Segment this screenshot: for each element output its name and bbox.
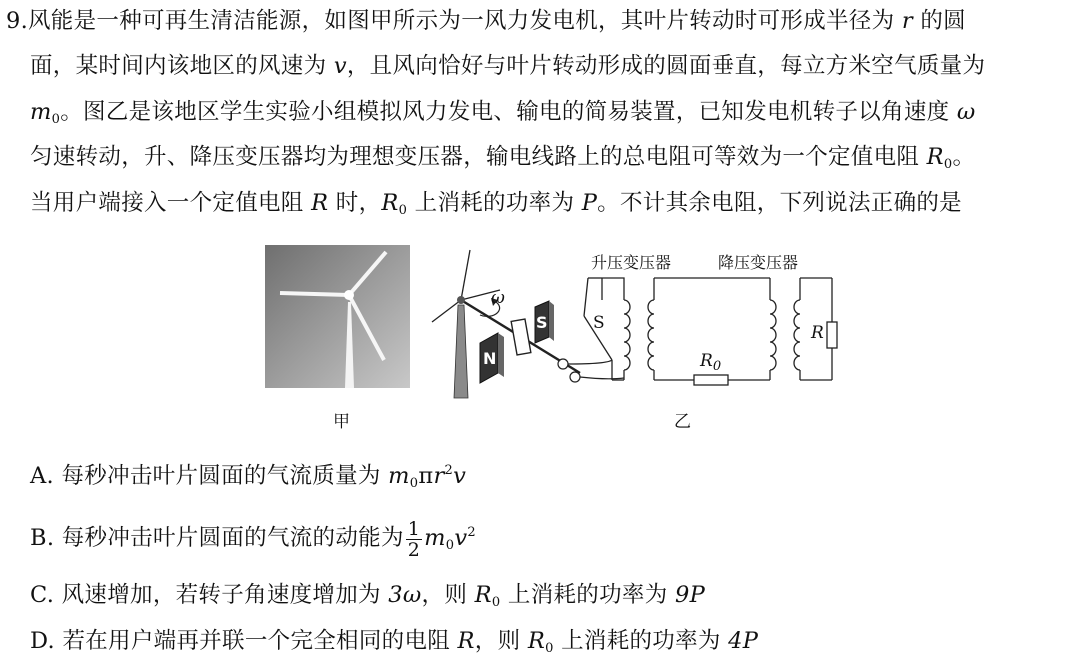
option-label: D. [30, 628, 55, 654]
label-yi: 乙 [674, 412, 691, 432]
stem-text: 匀速转动，升、降压变压器均为理想变压器，输电线路上的总电阻可等效为一个定值电阻 [30, 144, 920, 170]
label-r0: $R_0$ [700, 351, 722, 374]
question-figure [262, 240, 842, 434]
stem-text: 。 [952, 144, 976, 170]
stem-text: 面，某时间内该地区的风速为 [30, 53, 327, 79]
stem-text: 当用户端接入一个定值电阻 [30, 190, 304, 216]
stem-text: 。图乙是该地区学生实验小组模拟风力发电、输电的简易装置，已知发电机转子以角速度 [60, 99, 950, 125]
var-r: r [901, 8, 913, 34]
stem-line-3 [30, 97, 976, 135]
stem-text: 的圆 [920, 8, 966, 34]
option-label: B. [30, 525, 55, 551]
stem-text: 。不计其余电阻，下列说法正确的是 [597, 190, 962, 216]
option-a[interactable]: A. 每秒冲击叶片圆面的气流质量为 $m_0\pi r^2v$ [30, 463, 467, 491]
resistor-r0 [694, 375, 728, 385]
magnet-n: N [483, 349, 497, 368]
subscript: 0 [51, 112, 61, 127]
var-R: R [311, 190, 329, 216]
stem-line-5 [30, 188, 962, 226]
var-R: R [926, 144, 944, 170]
label-step-up: 升压变压器 [591, 253, 672, 272]
var-R: R [381, 190, 399, 216]
var-m: m [30, 99, 52, 125]
var-omega: ω [956, 99, 976, 125]
stem-text: ，且风向恰好与叶片转动形成的圆面垂直，每立方米空气质量为 [346, 53, 986, 79]
stem-line-2 [30, 51, 985, 81]
stem-line-4 [30, 142, 975, 180]
var-v: v [333, 53, 347, 79]
option-text: 若在用户端再并联一个完全相同的电阻 [62, 628, 451, 654]
wind-turbine-photo [265, 245, 410, 388]
option-b[interactable]: B. 每秒冲击叶片圆面的气流的动能为 $\frac{1}{2}$ $m_0v^2$ [30, 517, 476, 561]
label-step-down: 降压变压器 [718, 253, 799, 272]
stem-text: 风能是一种可再生清洁能源，如图甲所示为一风力发电机，其叶片转动时可形成半径为 [28, 8, 895, 34]
label-omega: ω [491, 288, 505, 308]
var-P: P [581, 190, 598, 216]
option-text: 每秒冲击叶片圆面的气流质量为 [61, 463, 381, 489]
stem-text: 时， [335, 190, 382, 216]
label-switch: S [593, 313, 605, 333]
option-d[interactable]: D. 若在用户端再并联一个完全相同的电阻 R，则 $R_0$ 上消耗的功率为 4P [30, 628, 759, 656]
resistor-r [827, 322, 837, 348]
option-label: C. [30, 582, 55, 608]
option-text: 每秒冲击叶片圆面的气流的动能为 [61, 525, 404, 551]
option-text: 风速增加，若转子角速度增加为 [61, 582, 381, 608]
label-r: R [811, 323, 824, 343]
subscript: 0 [943, 157, 953, 172]
label-jia: 甲 [333, 412, 350, 432]
turbine-drawing [432, 250, 580, 398]
step-up-transformer [602, 278, 654, 380]
magnet-s: S [536, 313, 548, 332]
stem-text: 上消耗的功率为 [414, 190, 575, 216]
option-c[interactable]: C. 风速增加，若转子角速度增加为 3ω，则 $R_0$ 上消耗的功率为 9P [30, 582, 706, 610]
option-label: A. [30, 463, 55, 489]
question-number: 9. [6, 8, 29, 34]
subscript: 0 [398, 203, 408, 218]
fraction-one-half: $\frac{1}{2}$ [407, 517, 421, 561]
